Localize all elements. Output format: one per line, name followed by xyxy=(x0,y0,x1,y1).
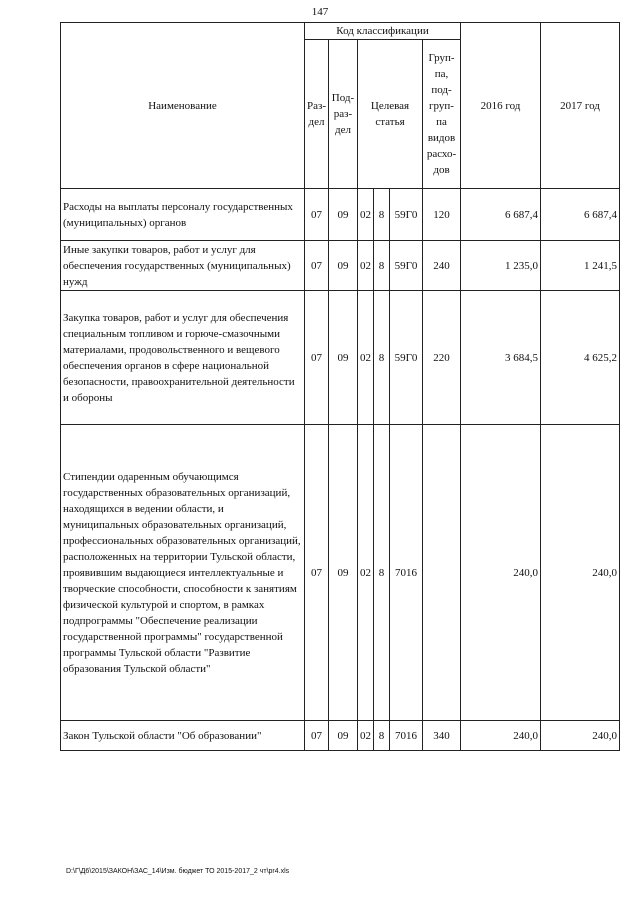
row-section: 07 xyxy=(305,425,329,721)
header-code-group: Код классификации xyxy=(305,23,461,40)
row-2017: 240,0 xyxy=(541,721,620,751)
header-target: Целевая статья xyxy=(358,40,423,189)
footer-file-path: D:\Г\Д6\2015\ЗАКОН\ЗАС_14\Изм. бюджет ТО 2015-2017_2 чт\pr4.xls xyxy=(66,868,290,875)
table-row xyxy=(61,425,620,721)
row-target-c: 7016 xyxy=(390,721,423,751)
row-subsection: 09 xyxy=(329,425,358,721)
row-section: 07 xyxy=(305,189,329,241)
row-group: 340 xyxy=(423,721,461,751)
row-target-b: 8 xyxy=(374,425,390,721)
row-target-a: 02 xyxy=(358,721,374,751)
row-2017: 240,0 xyxy=(541,425,620,721)
table-row xyxy=(61,291,620,425)
header-name: Наименование xyxy=(61,23,305,189)
row-section: 07 xyxy=(305,291,329,425)
row-target-c: 59Г0 xyxy=(390,241,423,291)
row-target-a: 02 xyxy=(358,189,374,241)
header-row xyxy=(61,23,620,40)
row-target-c: 7016 xyxy=(390,425,423,721)
row-subsection: 09 xyxy=(329,721,358,751)
row-2016: 1 235,0 xyxy=(461,241,541,291)
row-group: 240 xyxy=(423,241,461,291)
table-row xyxy=(61,189,620,241)
row-target-c: 59Г0 xyxy=(390,291,423,425)
row-2016: 3 684,5 xyxy=(461,291,541,425)
row-target-c: 59Г0 xyxy=(390,189,423,241)
row-2017: 1 241,5 xyxy=(541,241,620,291)
page-number: 147 xyxy=(311,6,329,18)
budget-table xyxy=(60,22,620,751)
header-expense-group: Груп-па, под-груп-па видов расхо-дов xyxy=(423,40,461,189)
row-2016: 240,0 xyxy=(461,425,541,721)
header-year-2016: 2016 год xyxy=(461,23,541,189)
row-target-a: 02 xyxy=(358,291,374,425)
header-year-2017: 2017 год xyxy=(541,23,620,189)
row-2016: 6 687,4 xyxy=(461,189,541,241)
row-subsection: 09 xyxy=(329,189,358,241)
row-name: Стипендии одаренным обучающимся государственных образовательных организаций, находящихся в ведении области, и муниципальных образовательных организаций, профессиональных образовательных организаций, расположенных на территории Тульской области, проявившим выдающиеся интеллектуальные и творческие способности, способности к занятиям физической культурой и спортом, в рамках подпрограммы "Обеспечение реализации государственной программы" государственной программы Тульской области "Развитие образования Тульской области" xyxy=(61,425,305,721)
row-target-a: 02 xyxy=(358,241,374,291)
row-2017: 4 625,2 xyxy=(541,291,620,425)
row-name: Закон Тульской области "Об образовании" xyxy=(61,721,305,751)
row-target-b: 8 xyxy=(374,241,390,291)
row-subsection: 09 xyxy=(329,291,358,425)
row-target-b: 8 xyxy=(374,189,390,241)
row-group: 120 xyxy=(423,189,461,241)
row-group xyxy=(423,425,461,721)
row-name: Расходы на выплаты персоналу государственных (муниципальных) органов xyxy=(61,189,305,241)
row-name: Закупка товаров, работ и услуг для обеспечения специальным топливом и горюче-смазочными материалами, продовольственного и вещевого обеспечения органов в сфере национальной безопасности, правоохранительной деятельности и обороны xyxy=(61,291,305,425)
row-2016: 240,0 xyxy=(461,721,541,751)
row-group: 220 xyxy=(423,291,461,425)
row-section: 07 xyxy=(305,241,329,291)
row-section: 07 xyxy=(305,721,329,751)
row-subsection: 09 xyxy=(329,241,358,291)
header-subsection: Под-раз-дел xyxy=(329,40,358,189)
row-target-b: 8 xyxy=(374,721,390,751)
row-2017: 6 687,4 xyxy=(541,189,620,241)
header-section: Раз-дел xyxy=(305,40,329,189)
row-name: Иные закупки товаров, работ и услуг для обеспечения государственных (муниципальных) нужд xyxy=(61,241,305,291)
table-row xyxy=(61,241,620,291)
table-row xyxy=(61,721,620,751)
row-target-a: 02 xyxy=(358,425,374,721)
row-target-b: 8 xyxy=(374,291,390,425)
